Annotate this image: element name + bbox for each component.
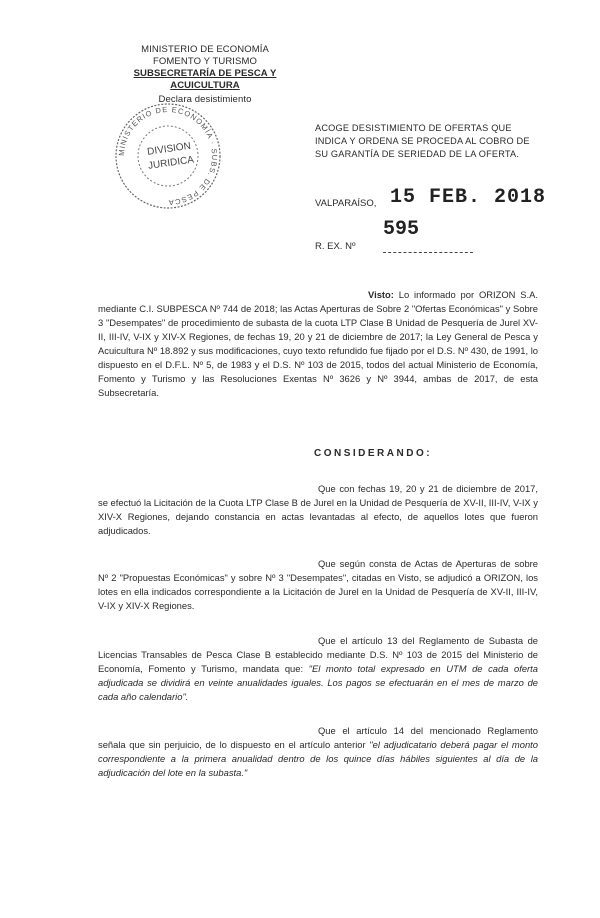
p4-quote: "el adjudicatario deberá pagar el monto correspondiente a la primera anualidad dentro de los quince días hábiles siguientes al día de la adjudicación del lote en la subasta." [98, 739, 538, 778]
svg-text:MINISTERIO DE ECONOMÍA · SUBS. [117, 105, 219, 207]
considerando-paragraph-3 [98, 634, 538, 704]
considerando-heading: CONSIDERANDO: [314, 448, 433, 459]
p3-text: Que el artículo 13 del Reglamento de Subasta de Licencias Transables de Pesca Clase B establecido mediante D.S. Nº 103 de 2015 del Ministerio de Economía, Fomento y Turismo, mandata que: [98, 635, 538, 674]
stamp-center-line1: DIVISION [146, 140, 192, 158]
ministry-header [100, 44, 310, 106]
considerando-paragraph-2: Que según consta de Actas de Aperturas de sobre Nº 2 "Propuestas Económicas" y sobre Nº 3 "Desempates", citadas en Visto, se adjudicó a ORIZON, los lotes en ella indicados correspondiente a la Licitación de Jurel en la Unidad de Pesquería de XV-II, III-IV, V-IX y XIV-X Regiones. [98, 558, 538, 611]
rex-label: R. EX. Nº [315, 241, 356, 252]
city-label: VALPARAÍSO, [315, 198, 377, 209]
document-type: Declara desistimiento [158, 94, 252, 105]
p4-text: Que el artículo 14 del mencionado Reglamento señala que sin perjuicio, de lo dispuesto en el artículo anterior [98, 725, 538, 750]
visto-text: Lo informado por ORIZON S.A. mediante C.I. SUBPESCA Nº 744 de 2018; las Actas Aperturas de Sobre 2 "Ofertas Económicas" y Sobre 3 "Desempates" de procedimiento de subasta de la cuota LTP Clase B Unidad de Pesquería de Jurel XV-II, III-IV, V-IX y XIV-X Regiones, de fechas 19, 20 y 21 de diciembre de 2017; la Ley General de Pesca y Acuicultura Nº 18.892 y sus modificaciones, cuyo texto refundido fue fijado por el D.S. Nº 430, de 1991, lo dispuesto en el D.F.L. Nº 5, de 1983 y el D.S. Nº 103 de 2015, todos del actual Ministerio de Economía, Fomento y Turismo y las Resoluciones Exentas Nº 3626 y Nº 3944, ambas de 2017, de esta Subsecretaría. [98, 289, 538, 398]
stamp-ring-text: MINISTERIO DE ECONOMÍA · SUBS. DE PESCA [116, 104, 220, 208]
stamp-center-line2: JURIDICA [147, 154, 195, 172]
considerando-paragraph-1: Que con fechas 19, 20 y 21 de diciembre de 2017, se efectuó la Licitación de la Cuota LTP Clase B de Jurel en la Unidad de Pesquería de XV-II, III-IV, V-IX y XIV-X Regiones, dejando constancia en actas levantadas al efecto, de aquellos lotes que fueron adjudicados. [98, 483, 538, 536]
visto-label: Visto: [368, 289, 394, 300]
p3-quote: "El monto total expresado en UTM de cada oferta adjudicada se dividirá en veinte anualidades iguales. Los pagos se efectuarán en el mes de marzo de cada año calendario". [98, 663, 538, 702]
rex-underline [383, 252, 473, 253]
visto-paragraph [98, 288, 538, 400]
date-stamp: 15 FEB. 2018 [390, 186, 547, 209]
considerando-paragraph-4 [98, 724, 538, 780]
subsecretary-name: SUBSECRETARÍA DE PESCA Y ACUICULTURA [133, 68, 277, 91]
subject-text: ACOGE DESISTIMIENTO DE OFERTAS QUE INDICA Y ORDENA SE PROCEDA AL COBRO DE SU GARANTÍA DE SERIEDAD DE LA OFERTA. [315, 123, 530, 159]
rex-number: 595 [383, 218, 420, 241]
division-juridica-stamp [112, 100, 224, 212]
ministry-subname: FOMENTO Y TURISMO [153, 56, 257, 67]
ministry-name: MINISTERIO DE ECONOMÍA [141, 44, 269, 55]
